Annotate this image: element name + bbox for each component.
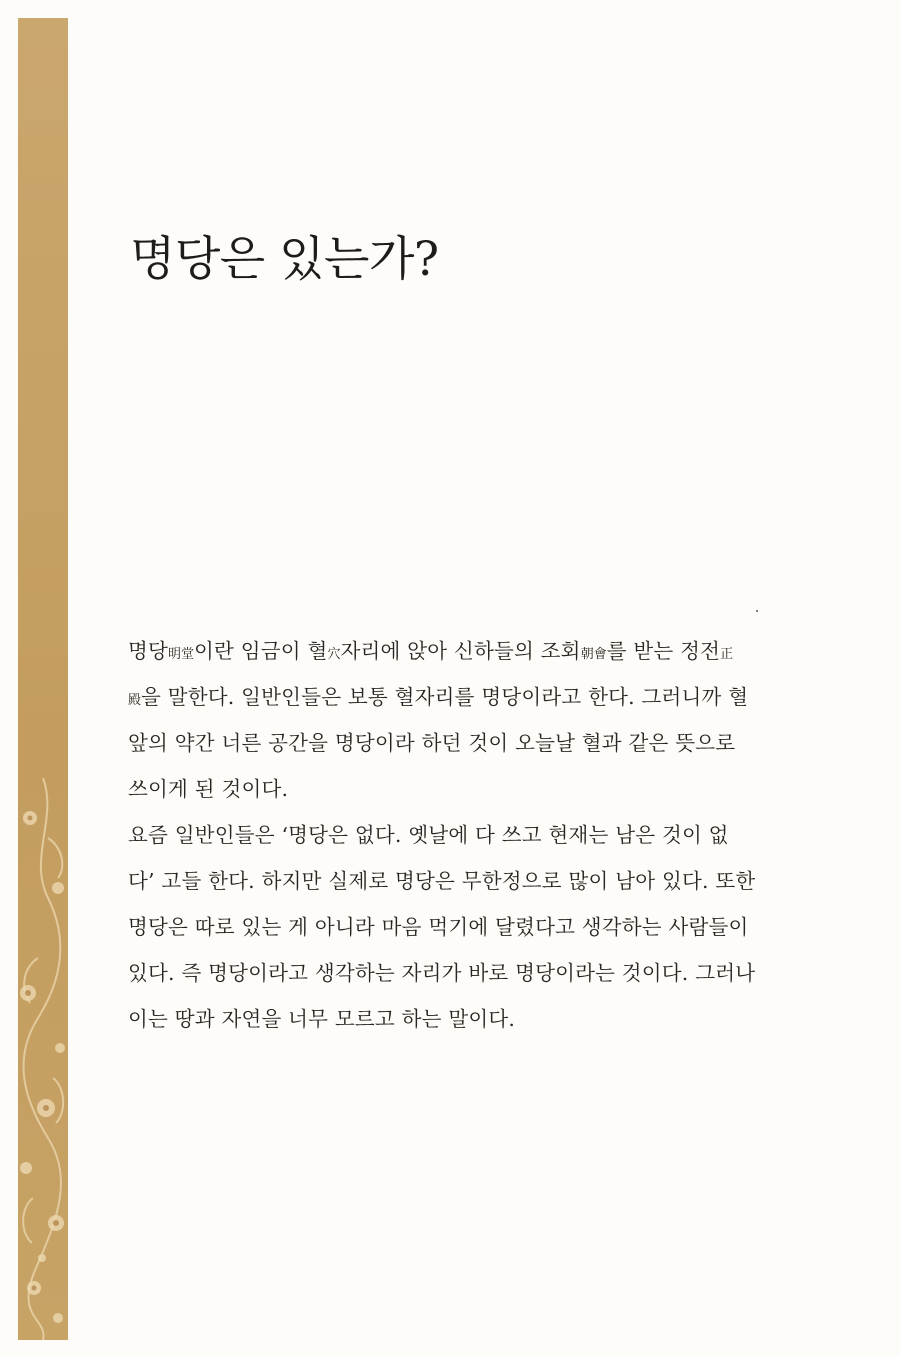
text-line: [128, 858, 768, 904]
text-line: [128, 628, 768, 674]
floral-pattern: [18, 18, 68, 1340]
text-line: [128, 674, 768, 720]
line-text: 있다. 즉 명당이라고 생각하는 자리가 바로 명당이라는 것이다. 그러나: [128, 961, 756, 985]
text-line: [128, 812, 768, 858]
hanja-annotation: 穴: [327, 647, 341, 662]
line-text: 명당은 따로 있는 게 아니라 마음 먹기에 달렸다고 생각하는 사람들이: [128, 915, 749, 939]
body-text: [128, 628, 768, 1042]
line-text: 이는 땅과 자연을 너무 모르고 하는 말이다.: [128, 1007, 516, 1031]
stray-mark: [756, 610, 758, 612]
paragraph-2: [128, 812, 768, 1042]
text-line: [128, 996, 768, 1042]
text-line: [128, 950, 768, 996]
decorative-side-band: [18, 18, 68, 1340]
line-text: 을 말한다. 일반인들은 보통 혈자리를 명당이라고 한다. 그러니까 혈: [141, 685, 749, 709]
line-text: 를 받는 정전: [606, 639, 721, 663]
page-title: 명당은 있는가?: [130, 232, 439, 287]
line-text: 명당: [128, 639, 169, 663]
text-line: [128, 904, 768, 950]
hanja-annotation: 朝會: [580, 647, 607, 662]
hanja-annotation: 殿: [128, 693, 142, 708]
text-line: [128, 720, 768, 766]
line-text: 앞의 약간 너른 공간을 명당이라 하던 것이 오늘날 혈과 같은 뜻으로: [128, 731, 736, 755]
text-line: [128, 766, 768, 812]
line-text: 이란 임금이 혈: [194, 639, 328, 663]
hanja-annotation: 正: [720, 647, 734, 662]
line-text: 요즘 일반인들은 ‘명당은 없다. 옛날에 다 쓰고 현재는 남은 것이 없: [128, 823, 729, 847]
paragraph-1: [128, 628, 768, 812]
line-text: 다’ 고들 한다. 하지만 실제로 명당은 무한정으로 많이 남아 있다. 또한: [128, 869, 756, 893]
line-text: 쓰이게 된 것이다.: [128, 777, 289, 801]
hanja-annotation: 明堂: [168, 647, 195, 662]
line-text: 자리에 앉아 신하들의 조회: [340, 639, 581, 663]
